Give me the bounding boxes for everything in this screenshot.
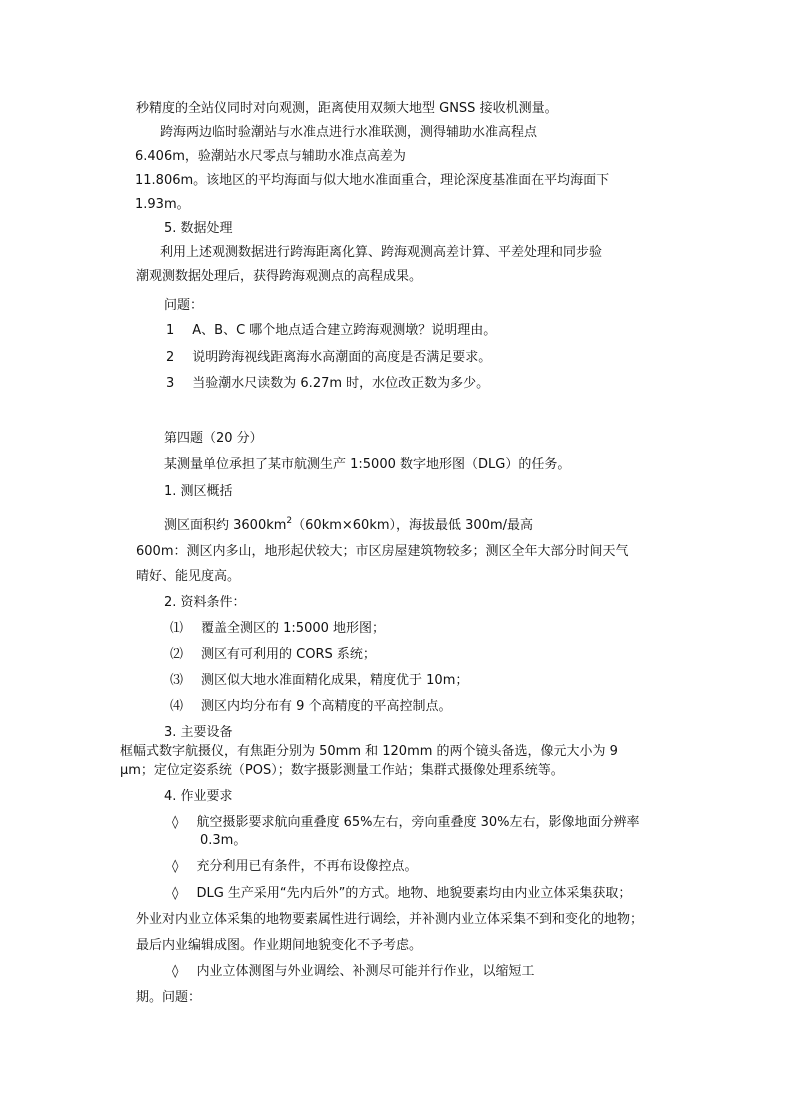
requirement-text: 航空摄影要求航向重叠度 65%左右，旁向重叠度 30%左右，影像地面分辨率: [196, 815, 640, 830]
text-line: 最后内业编辑成图。作业期间地貌变化不予考虑。: [136, 938, 423, 953]
text-line: [164, 518, 533, 535]
text-line: 0.3m。: [200, 833, 247, 848]
section-heading: 2. 资料条件：: [164, 595, 246, 610]
condition-number: ⑶: [170, 673, 184, 688]
question-number: 1: [166, 323, 175, 338]
question-item: [166, 323, 496, 339]
section-heading: 5. 数据处理: [164, 221, 233, 236]
question-text: 说明跨海视线距离海水高潮面的高度是否满足要求。: [192, 350, 492, 365]
diamond-bullet-icon: ◊: [172, 886, 179, 901]
text-line: 潮观测数据处理后，获得跨海观测点的高程成果。: [136, 269, 423, 284]
question-text: A、B、C 哪个地点适合建立跨海观测墩？说明理由。: [192, 323, 497, 338]
condition-number: ⑴: [170, 621, 184, 636]
text-line: 利用上述观测数据进行跨海距离化算、跨海观测高差计算、平差处理和同步验: [160, 245, 603, 260]
text-line: 秒精度的全站仪同时对向观测，距离使用双频大地型 GNSS 接收机测量。: [136, 101, 558, 116]
condition-number: ⑷: [170, 699, 184, 714]
question-item: [166, 350, 491, 366]
diamond-bullet-icon: ◊: [172, 859, 179, 874]
questions-label: 问题：: [164, 298, 204, 313]
condition-text: 测区似大地水准面精化成果，精度优于 10m；: [201, 673, 469, 688]
requirement-text: DLG 生产采用“先内后外”的方式。地物、地貌要素均由内业立体采集获取；: [196, 886, 632, 901]
condition-item: [170, 621, 385, 637]
text-line: 1.93m。: [135, 197, 190, 212]
requirement-text: 内业立体测图与外业调绘、补测尽可能并行作业，以缩短工: [196, 964, 535, 979]
text-line: 某测量单位承担了某市航测生产 1:5000 数字地形图（DLG）的任务。: [164, 457, 571, 472]
condition-item: [170, 647, 376, 663]
text-line: 晴好、能见度高。: [136, 569, 241, 584]
requirement-item: [172, 964, 534, 980]
text-line: 600m：测区内多山，地形起伏较大；市区房屋建筑物较多；测区全年大部分时间天气: [136, 544, 629, 559]
area-text: 测区面积约 3600km: [164, 518, 287, 533]
text-line: 6.406m，验潮站水尺零点与辅助水准点高差为: [135, 149, 406, 164]
text-line: 外业对内业立体采集的地物要素属性进行调绘，并补测内业立体采集不到和变化的地物；: [136, 912, 644, 927]
section-heading: 4. 作业要求: [164, 789, 233, 804]
text-line: 框幅式数字航摄仪，有焦距分别为 50mm 和 120mm 的两个镜头备选，像元大小为 9: [120, 744, 618, 759]
question-number: 3: [166, 376, 175, 391]
superscript: 2: [286, 516, 293, 526]
section-title: 第四题（20 分）: [164, 431, 263, 446]
requirement-text: 充分利用已有条件，不再布设像控点。: [196, 859, 418, 874]
text-line: 跨海两边临时验潮站与水准点进行水准联测，测得辅助水准高程点: [160, 125, 538, 140]
condition-text: 测区内均分布有 9 个高精度的平高控制点。: [201, 699, 452, 714]
diamond-bullet-icon: ◊: [172, 815, 179, 830]
question-text: 当验潮水尺读数为 6.27m 时，水位改正数为多少。: [192, 376, 490, 391]
section-heading: 1. 测区概括: [164, 484, 233, 499]
condition-item: [170, 699, 452, 715]
condition-item: [170, 673, 468, 689]
condition-number: ⑵: [170, 647, 184, 662]
text-line: 11.806m。该地区的平均海面与似大地水准面重合，理论深度基准面在平均海面下: [135, 173, 610, 188]
text-line: μm；定位定姿系统（POS）；数字摄影测量工作站；集群式摄像处理系统等。: [120, 763, 564, 778]
question-item: [166, 376, 489, 392]
area-text-cont: （60km×60km），海拔最低 300m/最高: [292, 518, 534, 533]
requirement-item: [172, 859, 417, 875]
condition-text: 覆盖全测区的 1:5000 地形图；: [201, 621, 386, 636]
condition-text: 测区有可利用的 CORS 系统；: [201, 647, 376, 662]
requirement-item: [172, 886, 631, 902]
text-line: 期。问题：: [136, 990, 202, 1005]
diamond-bullet-icon: ◊: [172, 964, 179, 979]
question-number: 2: [166, 350, 175, 365]
requirement-item: [172, 815, 640, 831]
section-heading: 3. 主要设备: [164, 725, 233, 740]
